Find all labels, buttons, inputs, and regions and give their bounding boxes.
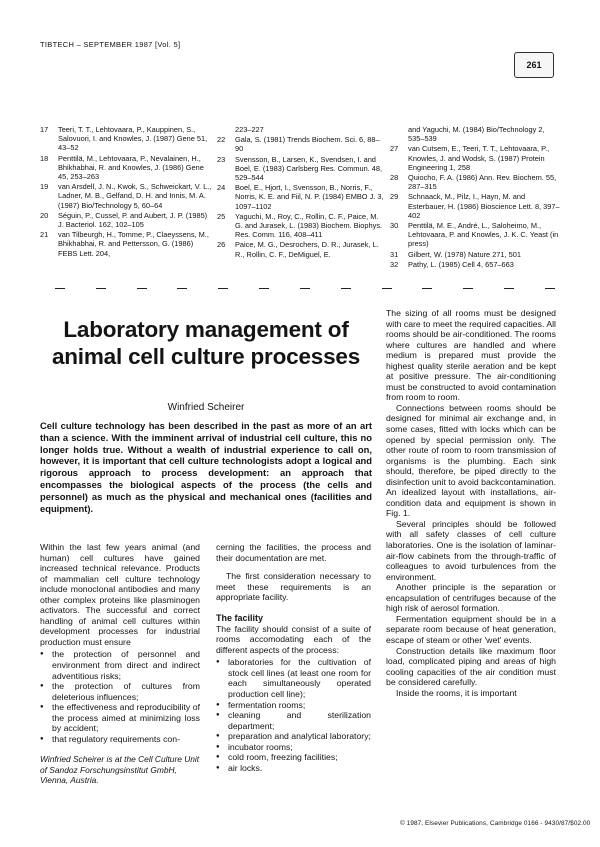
body-column-2 — [216, 542, 371, 773]
paragraph: Fermentation equipment should be in a separate room because of heat generation, escape of steam or other 'wet' events. — [386, 613, 556, 645]
reference-entry: 30 Penttilä, M. E., André, L., Saloheimo, M., Lehtovaara, P. and Knowles, J. K. C. Yeast (in press) — [390, 221, 559, 249]
references-column-3 — [390, 125, 560, 270]
facility-intro: The facility should consist of a suite of rooms accomodating each of the different aspects of the process: — [216, 623, 371, 655]
references-column-1 — [40, 125, 212, 259]
body-column-3 — [386, 308, 556, 698]
article-author: Winfried Scheirer — [167, 402, 245, 413]
reference-entry: 20 Séguin, P., Cussel, P. and Aubert, J. P. (1985) J. Bacteriol. 162, 102–105 — [40, 210, 208, 230]
reference-entry: 31 Gilbert, W. (1978) Nature 271, 501 — [390, 249, 521, 259]
paragraph: Another principle is the separation or encapsulation of centrifuges because of the high risk of aerosol formation. — [386, 582, 556, 614]
reference-entry: 27 van Cutsem, E., Teeri, T. T., Lehtovaara, P., Knowles, J. and Wodsk, S. (1987) Protein Engineering 1, 258 — [390, 144, 550, 172]
list-item: ● the protection of cultures from deleterious influences; — [40, 681, 200, 702]
reference-entry: and Yaguchi, M. (1984) Bio/Technology 2, 535–539 — [408, 125, 545, 144]
paragraph: Several principles should be followed with all safety classes of cell culture laboratories. One is the isolation of laminar-air-flow cabinets from the through-traffic of colleagues to avoid turbulences from the environment. — [386, 518, 556, 582]
list-item: ● incubator rooms; — [216, 742, 371, 753]
reference-entry: 19 van Arsdell, J. N., Kwok, S., Schweickart, V. L., Ladner, M. B., Gelfand, D. H. and Innis, M. A. (1987) Bio/Technology 5, 60–64 — [40, 182, 212, 210]
reference-entry: 29 Schnaack, M., Pilz, I., Hayn, M. and Esterbauer, H. (1986) Bioscience Lett. 8, 397–402 — [390, 192, 560, 220]
reference-entry: 23 Svensson, B., Larsen, K., Svendsen, I. and Boel, E. (1983) Carlsberg Res. Commun. 48, 529–544 — [217, 154, 383, 183]
reference-entry: 26 Paice, M. G., Desrochers, D. R., Jurasek, L. R., Rollin, C. F., DeMiguel, E. — [217, 240, 379, 259]
copyright-line: © 1987, Elsevier Publications, Cambridge 0166 - 9430/87/$02.00 — [400, 820, 591, 827]
article-abstract: Cell culture technology has been described in the past as more of an art than a science. With the imminent arrival of industrial cell culture, this no longer holds true. Without a wealth of industrial experience to call on, however, it is important that cell culture technologists adopt a logical and rigorous approach to process development: an approach that encompasses the biological aspects of the process (the cells and personnel) as much as the physical and mechanical ones (facilities and equipment). — [40, 420, 372, 514]
paragraph: Inside the rooms, it is important — [396, 687, 517, 698]
reference-entry: 22 Gala, S. (1981) Trends Biochem. Sci. 6, 88–90 — [217, 135, 380, 154]
list-item: ● the effectiveness and reproducibility of the process aimed at minimizing loss by accident; — [40, 702, 200, 734]
references-column-2 — [217, 125, 385, 260]
reference-entry: 21 van Tilbeurgh, H., Tomme, P., Claeyssens, M., Bhikhabhai, R. and Pettersson, G. (1986) FEBS Lett. 204, — [40, 230, 209, 258]
reference-entry: 32 Pathy, L. (1985) Cell 4, 657–663 — [390, 259, 514, 269]
list-item: ● the protection of personnel and environment from direct and indirect adventitious risks; — [40, 649, 200, 681]
paragraph: The sizing of all rooms must be designed with care to meet the required capacities. All rooms should be air-conditioned. The rooms where cultures are handled and where medium is prepared must provide the highest quality sterile aeration and be kept at positive pressure. The air-conditioning must be constructed to avoid contamination from room to room. — [386, 308, 556, 403]
intro-paragraph: Within the last few years animal (and human) cell cultures have gained increased technical relevance. Products of mammalian cell culture technology include monoclonal antibodies and many other complex proteins like plasminogen activators. The successful and correct handling of animal cell cultures within development processes for industrial production must ensure — [40, 542, 200, 647]
reference-entry: 18 Penttilä, M., Lehtovaara, P., Nevalainen, H., Bhikhabhai, R. and Knowles, J. (1986) Gene 45, 253–263 — [40, 153, 204, 182]
section-divider-ornament — [55, 288, 555, 296]
paragraph: Connections between rooms should be designed for minimal air exchange and, in some cases, fitted with locks which can be opened by special permission only. The other route of room to room transmission of organisms is the plumbing. Each sink should, therefore, be piped directly to the disinfection unit to avoid backcontamination. An idealized layout with installations, air-condition data and equipment is shown in Fig. 1. — [386, 402, 556, 519]
section-heading-facility: The facility — [216, 612, 264, 623]
continued-paragraph: cerning the facilities, the process and their documentation are met. — [216, 542, 371, 563]
list-item: ● preparation and analytical laboratory; — [216, 731, 371, 742]
article-title: Laboratory management of animal cell culture processes — [51, 317, 361, 369]
reference-entry: 25 Yaguchi, M., Roy, C., Rollin, C. F., Paice, M. G. and Jurasek, L. (1983) Biochem. Biophys. Res. Comm. 116, 408–411 — [217, 211, 383, 240]
reference-entry: 28 Quiocho, F. A. (1986) Ann. Rev. Biochem. 55, 287–315 — [390, 173, 557, 192]
running-head: TIBTECH – SEPTEMBER 1987 [Vol. 5] — [40, 40, 181, 49]
list-item: ● cleaning and sterilization department; — [216, 710, 371, 731]
list-item: ● fermentation rooms; — [216, 700, 371, 711]
list-item: ● air locks. — [216, 763, 371, 774]
paragraph: The first consideration necessary to meet these requirements is an appropriate facility. — [216, 571, 371, 603]
facility-rooms-list — [216, 657, 371, 773]
list-item: ● that regulatory requirements con- — [40, 734, 200, 745]
reference-entry: 17 Teeri, T. T., Lehtovaara, P., Kauppinen, S., Salovuori, I. and Knowles, J. (1987) Gene 51, 43–52 — [40, 125, 208, 153]
list-item: ● cold room, freezing facilities; — [216, 752, 371, 763]
reference-entry: 24 Boel, E., Hjort, I., Svensson, B., Norris, F., Norris, K. E. and Fiil, N. P. (1984) EMBO J. 3, 1097–1102 — [217, 183, 384, 211]
paragraph: Construction details like maximum floor load, complicated piping and areas of high cooling capacities of the air condition must be considered carefully. — [386, 645, 556, 688]
requirements-list — [40, 649, 200, 744]
reference-entry: 223–227 — [235, 125, 264, 134]
list-item: ● laboratories for the cultivation of stock cell lines (at least one room for each simultaneously operated production cell line); — [216, 657, 371, 699]
author-affiliation: Winfried Scheirer is at the Cell Culture Unit of Sandoz Forschungsinstitut GmbH, Vienna, Austria. — [40, 754, 200, 786]
body-column-1 — [40, 542, 200, 786]
page-number-box: 261 — [514, 52, 554, 78]
